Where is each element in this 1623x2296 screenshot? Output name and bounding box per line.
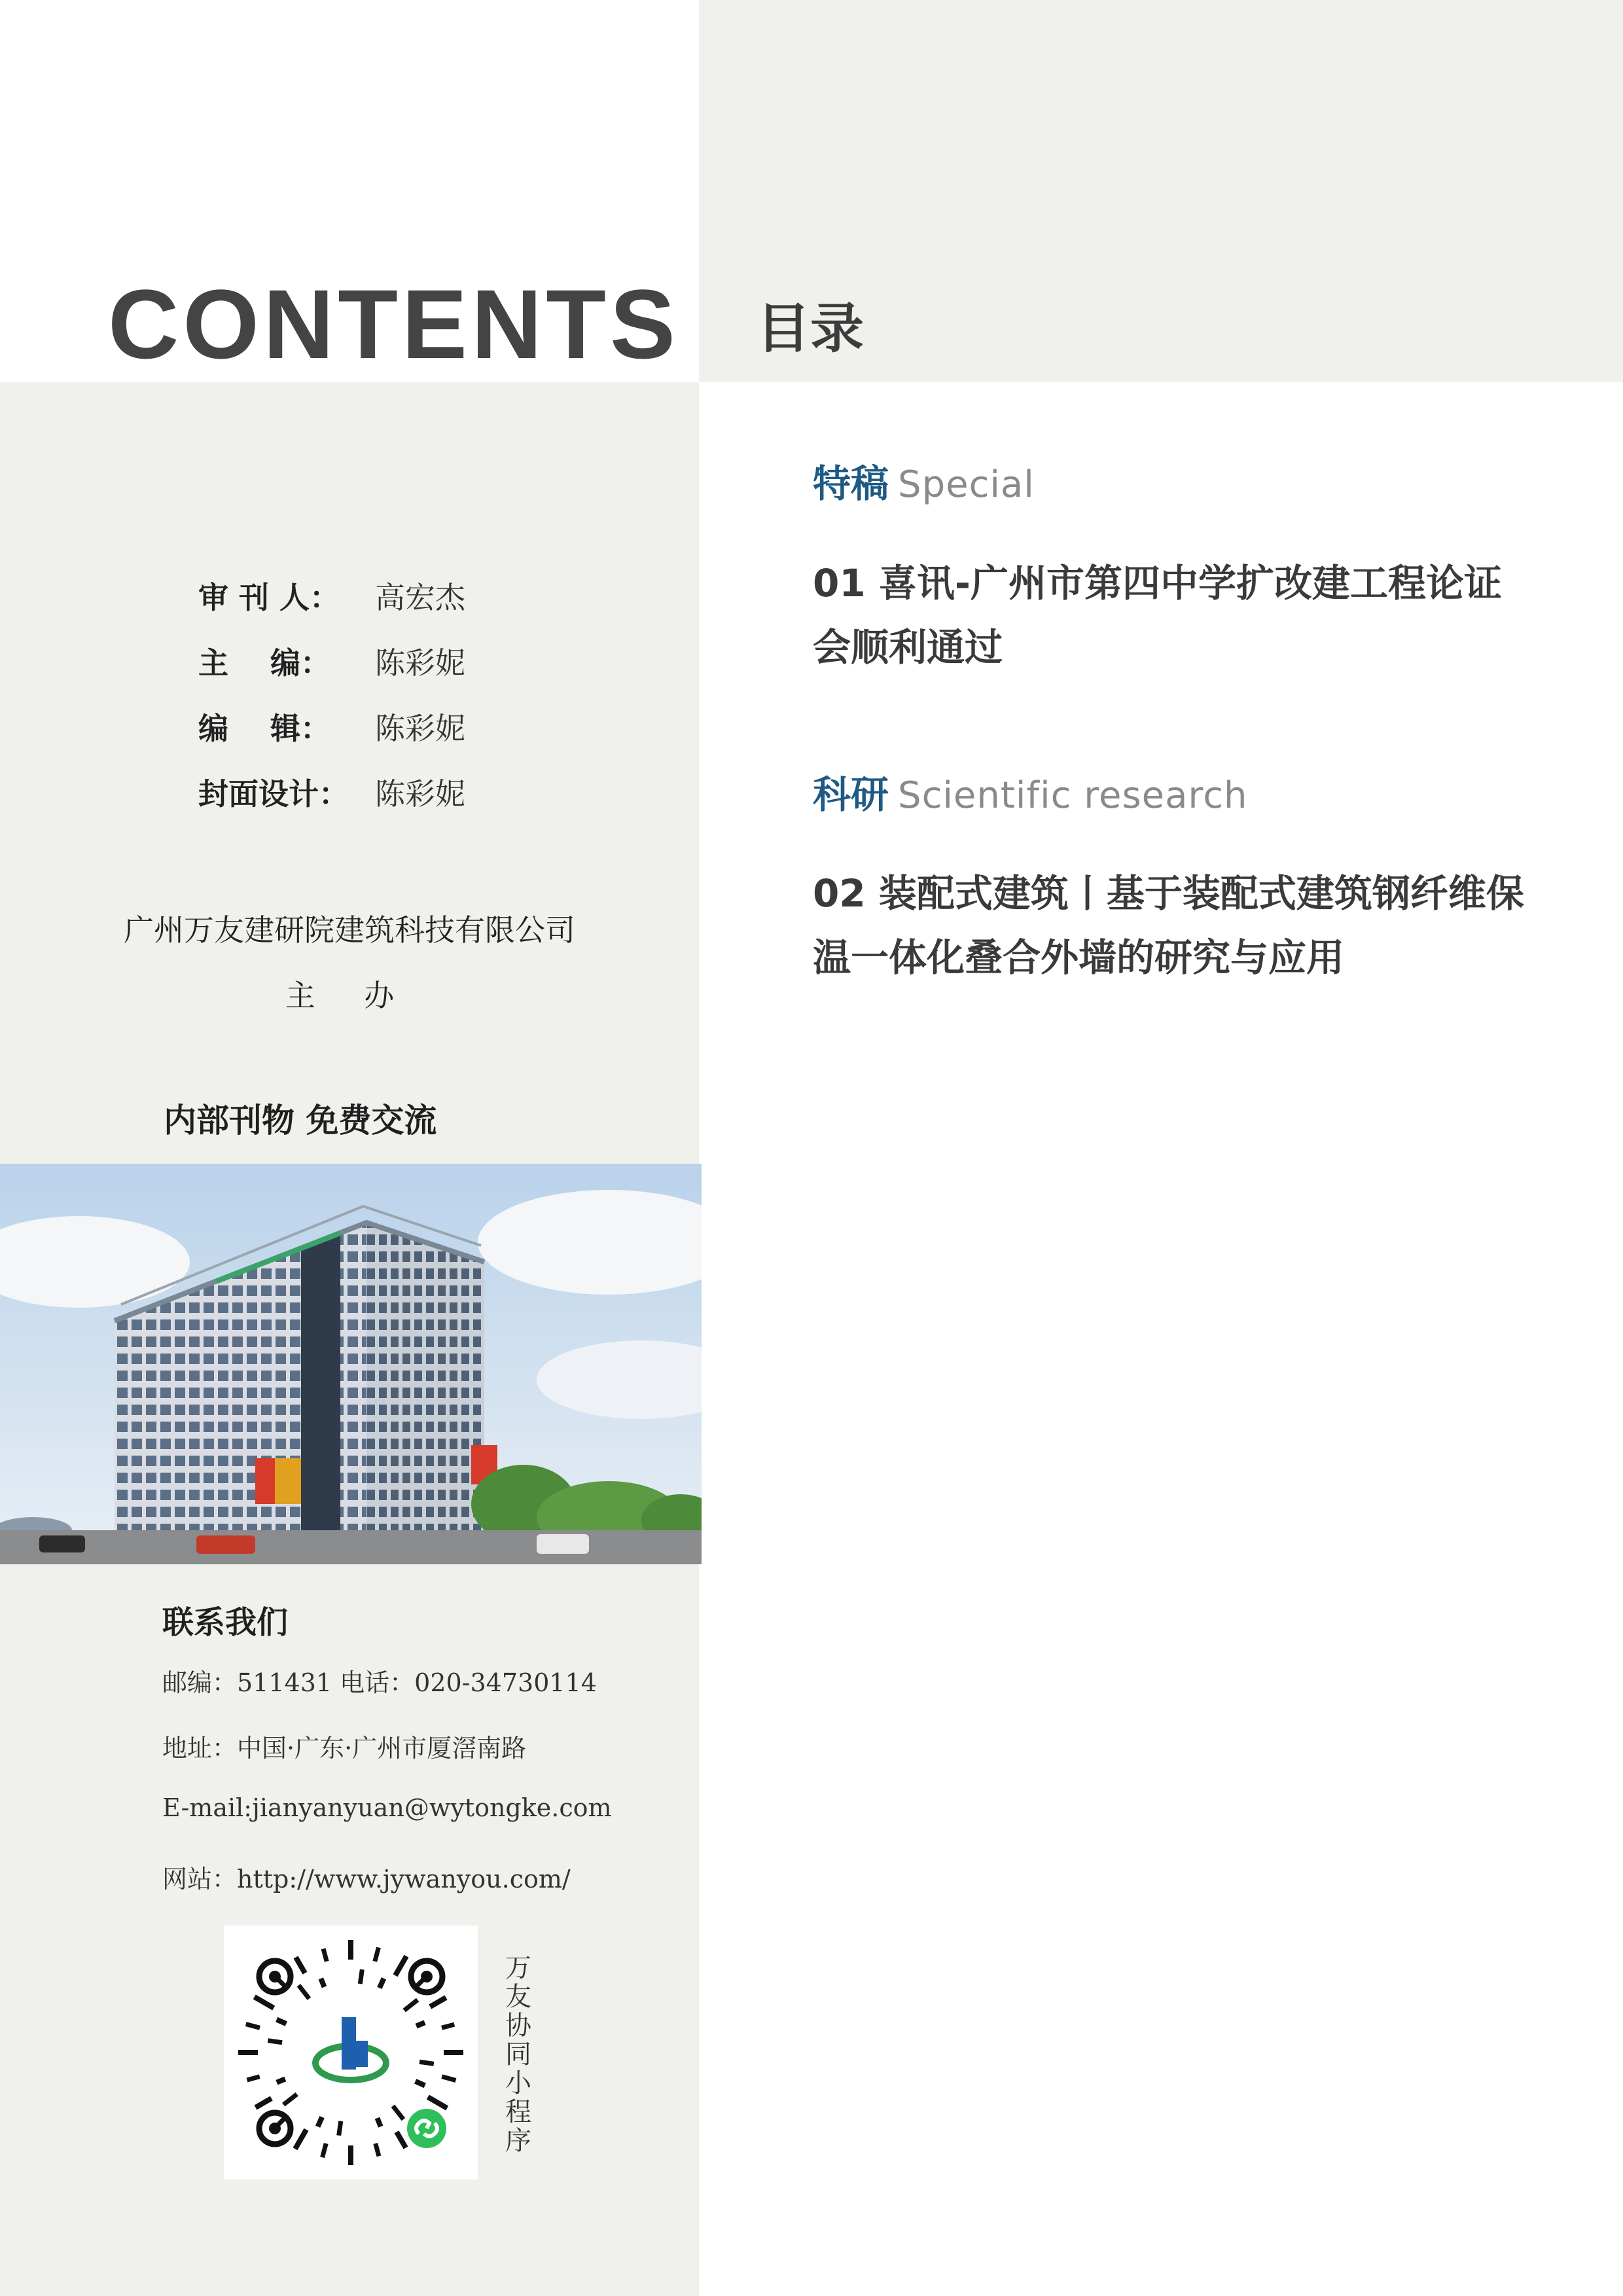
staff-row-cover-design xyxy=(198,776,465,812)
internal-note: 内部刊物 免费交流 xyxy=(164,1102,437,1139)
mulu-heading: 目录 xyxy=(757,298,865,360)
staff-row-editor xyxy=(198,713,465,744)
staff-value: 陈彩妮 xyxy=(375,645,465,681)
contact-website[interactable]: 网站：http://www.jywanyou.com/ xyxy=(162,1865,571,1893)
article-title-line: 01 喜讯-广州市第四中学扩改建工程论证 xyxy=(813,561,1502,605)
contact-email[interactable]: E-mail:jianyanyuan@wytongke.com xyxy=(162,1793,612,1822)
sponsor-role: 主 办 xyxy=(285,978,414,1013)
staff-row-chief-editor xyxy=(198,645,465,681)
article-link-02[interactable] xyxy=(813,861,1552,990)
miniapp-qr-code[interactable] xyxy=(224,1926,478,2179)
contact-postcode-phone: 邮编：511431 电话：020-34730114 xyxy=(162,1668,597,1697)
building-photo xyxy=(0,1164,702,1564)
staff-label: 封面设计： xyxy=(198,776,349,812)
contact-address: 地址：中国·广东·广州市厦滘南路 xyxy=(162,1734,527,1763)
section-title-en: Special xyxy=(898,463,1035,506)
article-link-01[interactable] xyxy=(813,551,1552,679)
contact-title: 联系我们 xyxy=(162,1604,289,1641)
staff-label: 审 刊 人： xyxy=(198,580,340,615)
staff-value: 陈彩妮 xyxy=(375,776,465,812)
section-title-cn: 科研 xyxy=(813,772,889,817)
staff-value: 高宏杰 xyxy=(375,580,465,615)
article-title-line: 温一体化叠合外墙的研究与应用 xyxy=(813,935,1345,980)
staff-value: 陈彩妮 xyxy=(375,711,465,746)
staff-label: 编 辑： xyxy=(198,711,331,746)
article-title-line: 02 装配式建筑丨基于装配式建筑钢纤维保 xyxy=(813,871,1524,916)
contents-heading: CONTENTS xyxy=(108,269,679,379)
section-special-heading xyxy=(813,461,1035,506)
article-title-line: 会顺利通过 xyxy=(813,625,1003,670)
miniapp-label: 万友协同小程序 xyxy=(505,1953,531,2156)
section-research-heading xyxy=(813,772,1248,817)
section-title-cn: 特稿 xyxy=(813,461,889,506)
section-title-en: Scientific research xyxy=(898,774,1248,817)
sponsor-company: 广州万友建研院建筑科技有限公司 xyxy=(124,912,575,948)
staff-row-reviewer xyxy=(198,580,465,615)
staff-label: 主 编： xyxy=(198,645,331,681)
